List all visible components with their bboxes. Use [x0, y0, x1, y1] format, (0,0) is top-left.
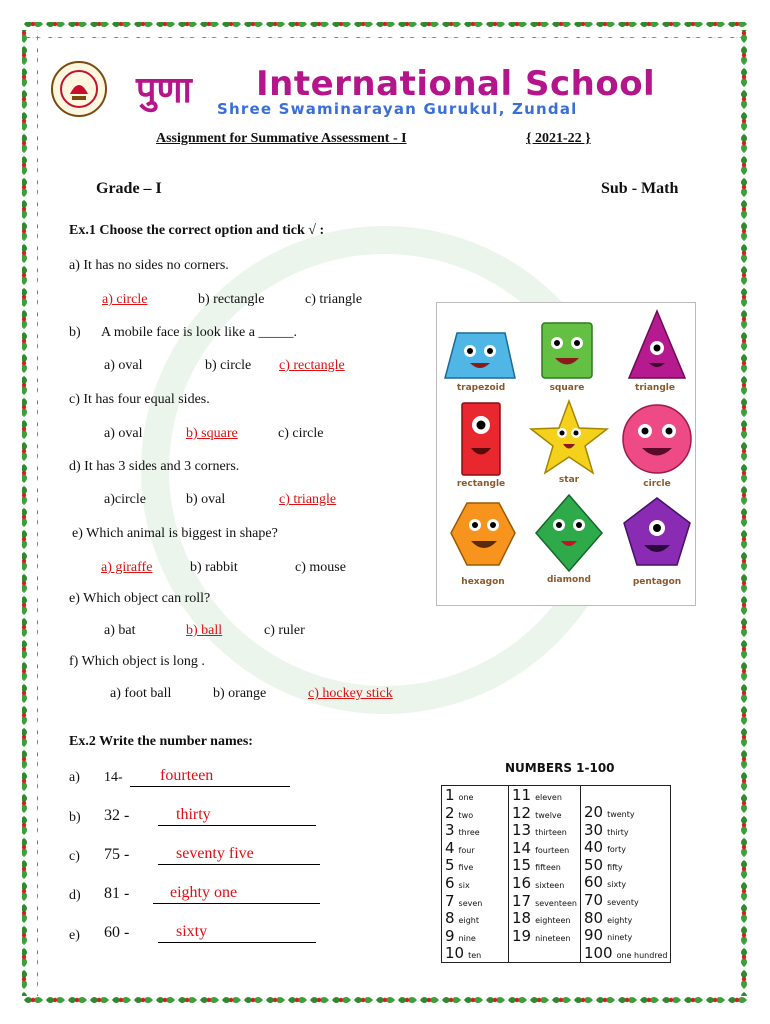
triangle-shape — [629, 311, 685, 378]
answer-b[interactable]: thirty — [176, 806, 211, 823]
number-digit: 10 — [445, 944, 465, 963]
question-f: f) Which object is long . — [69, 654, 205, 669]
question-c: c) It has four equal sides. — [69, 392, 210, 407]
number-word: sixty — [607, 880, 627, 890]
ex2-number-c: 75 - — [104, 846, 130, 863]
number-entry — [584, 909, 667, 927]
ex2-label-b: b) — [69, 810, 81, 825]
number-word: five — [458, 863, 474, 873]
number-word: ninety — [607, 933, 633, 943]
shape-label-circle: circle — [643, 479, 671, 489]
number-word: fifteen — [535, 863, 561, 873]
number-word: twelve — [535, 810, 562, 820]
number-entry — [512, 786, 577, 804]
ex2-label-a: a) — [69, 770, 80, 785]
option-a-1[interactable]: a) circle — [102, 292, 148, 307]
number-digit: 40 — [583, 838, 604, 857]
option-f-2[interactable]: b) orange — [213, 686, 267, 701]
number-digit: 14 — [512, 838, 532, 857]
question-e: e) Which animal is biggest in shape? — [72, 526, 278, 541]
number-digit: 100 — [583, 943, 613, 962]
number-entry — [445, 892, 505, 910]
number-word: fifty — [607, 862, 623, 872]
option-f-3[interactable]: c) hockey stick — [308, 686, 393, 701]
option-a-2[interactable]: b) rectangle — [198, 292, 265, 307]
number-digit: 9 — [445, 926, 455, 945]
number-entry — [445, 821, 505, 839]
number-word: thirteen — [535, 828, 567, 838]
numbers-column-tens — [580, 786, 670, 963]
number-entry — [584, 926, 667, 944]
question-b: A mobile face is look like a _____. — [101, 325, 297, 340]
number-word: ten — [468, 951, 482, 961]
option-d-3[interactable]: c) triangle — [279, 492, 337, 507]
assignment-title: Assignment for Summative Assessment - I — [156, 131, 407, 146]
option-c-1[interactable]: a) oval — [104, 426, 143, 441]
shape-label-star: star — [558, 475, 580, 485]
number-entry — [512, 909, 577, 927]
square-shape — [542, 323, 592, 378]
trapezoid-shape — [445, 333, 515, 378]
option-e-2[interactable]: b) rabbit — [190, 560, 238, 575]
shape-label-hexagon: hexagon — [461, 577, 505, 587]
number-entry — [512, 927, 577, 945]
answer-d[interactable]: eighty one — [170, 884, 238, 901]
number-word: nineteen — [535, 933, 571, 943]
number-word: two — [458, 810, 474, 820]
school-name-hindi: पुणा — [136, 70, 192, 111]
number-entry — [445, 839, 505, 857]
number-digit: 18 — [512, 909, 532, 928]
number-word: seven — [458, 898, 483, 908]
number-word: twenty — [607, 810, 635, 819]
ex2-number-b: 32 - — [104, 807, 130, 824]
number-digit: 7 — [445, 891, 455, 910]
option-e-1[interactable]: a) giraffe — [101, 560, 153, 575]
number-digit: 19 — [512, 926, 532, 945]
ex2-label-c: c) — [69, 849, 80, 864]
school-subtitle: Shree Swaminarayan Gurukul, Zundal — [217, 100, 578, 118]
question-e2: e) Which object can roll? — [69, 591, 211, 606]
number-entry — [512, 892, 577, 910]
answer-a[interactable]: fourteen — [160, 767, 214, 784]
shape-label-pentagon: pentagon — [632, 577, 682, 587]
number-digit: 50 — [583, 855, 604, 874]
number-entry — [445, 909, 505, 927]
option-d-1[interactable]: a)circle — [104, 492, 146, 507]
number-entry — [445, 804, 505, 822]
number-word: forty — [607, 845, 626, 855]
number-digit: 12 — [512, 803, 532, 822]
number-word: nine — [458, 933, 476, 943]
number-digit: 90 — [583, 926, 604, 945]
answer-line-e — [158, 942, 316, 943]
answer-line-a — [130, 786, 290, 787]
number-digit: 13 — [512, 821, 532, 840]
number-digit: 60 — [583, 873, 604, 892]
number-digit: 15 — [512, 856, 532, 875]
numbers-column-1-10 — [442, 786, 509, 963]
number-digit: 1 — [445, 786, 455, 804]
option-e2-2[interactable]: b) ball — [186, 623, 223, 638]
number-entry — [512, 839, 577, 857]
number-word: four — [458, 845, 475, 855]
question-a: a) It has no sides no corners. — [69, 258, 229, 273]
option-a-3[interactable]: c) triangle — [305, 292, 363, 307]
number-entry — [584, 803, 667, 821]
shape-label-triangle: triangle — [635, 383, 675, 393]
answer-e[interactable]: sixty — [176, 923, 208, 940]
number-entry — [584, 944, 667, 962]
ex1-heading: Ex.1 Choose the correct option and tick √ : — [69, 223, 325, 238]
option-c-2[interactable]: b) square — [186, 426, 238, 441]
ex2-number-a: 14- — [104, 770, 123, 785]
number-word: sixteen — [535, 880, 565, 890]
star-shape — [531, 401, 607, 473]
shape-label-trapezoid: trapezoid — [456, 383, 506, 393]
number-word: three — [458, 828, 480, 838]
number-entry — [445, 944, 505, 962]
ex2-number-d: 81 - — [104, 885, 130, 902]
number-word: eleven — [535, 793, 562, 802]
option-b-1[interactable]: a) oval — [104, 358, 143, 373]
number-digit: 3 — [445, 821, 455, 840]
diamond-shape — [536, 495, 602, 571]
number-word: fourteen — [535, 845, 570, 855]
number-entry — [445, 786, 505, 804]
numbers-chart-title: NUMBERS 1-100 — [505, 761, 615, 775]
shape-label-diamond: diamond — [546, 575, 591, 585]
academic-year: { 2021-22 } — [526, 131, 591, 146]
number-word: seventeen — [535, 898, 577, 908]
number-word: eight — [458, 916, 479, 926]
number-entry — [512, 804, 577, 822]
ex2-number-e: 60 - — [104, 924, 130, 941]
number-word: one hundred — [616, 950, 668, 960]
number-entry — [512, 821, 577, 839]
subject-label: Sub - Math — [601, 180, 679, 197]
option-e2-3[interactable]: c) ruler — [264, 623, 305, 638]
grade-label: Grade – I — [96, 180, 162, 197]
pentagon-shape — [624, 498, 690, 565]
question-d: d) It has 3 sides and 3 corners. — [69, 459, 240, 474]
circle-shape — [623, 405, 691, 473]
ex2-heading: Ex.2 Write the number names: — [69, 734, 253, 749]
number-word: eighteen — [535, 916, 571, 926]
number-word: one — [458, 793, 474, 802]
option-e-3[interactable]: c) mouse — [295, 560, 346, 575]
number-digit: 6 — [445, 873, 455, 892]
number-digit: 4 — [445, 838, 455, 857]
number-entry — [512, 874, 577, 892]
hexagon-shape — [451, 503, 515, 565]
ex2-label-d: d) — [69, 888, 81, 903]
option-c-3[interactable]: c) circle — [278, 426, 324, 441]
number-entry — [584, 838, 667, 856]
shapes-illustration — [437, 303, 695, 605]
option-d-2[interactable]: b) oval — [186, 492, 226, 507]
number-entry — [584, 873, 667, 891]
number-digit: 2 — [445, 803, 455, 822]
number-entry — [584, 856, 667, 874]
number-digit: 17 — [512, 891, 532, 910]
number-entry — [445, 927, 505, 945]
number-digit: 11 — [512, 786, 532, 804]
rectangle-shape — [462, 403, 500, 475]
option-f-1[interactable]: a) foot ball — [110, 686, 172, 701]
numbers-chart-table — [441, 785, 671, 963]
option-e2-1[interactable]: a) bat — [104, 623, 136, 638]
shape-label-square: square — [549, 383, 585, 393]
answer-line-c — [158, 864, 320, 865]
numbers-column-11-19 — [509, 786, 581, 963]
number-digit: 80 — [583, 908, 604, 927]
number-digit: 5 — [445, 856, 455, 875]
number-entry — [445, 874, 505, 892]
shape-label-rectangle: rectangle — [456, 479, 506, 489]
number-entry — [584, 821, 667, 839]
number-digit: 70 — [583, 890, 604, 909]
school-name: International School — [256, 64, 656, 104]
answer-line-b — [158, 825, 316, 826]
shapes-chart — [436, 302, 696, 606]
number-digit: 20 — [583, 803, 604, 821]
answer-c[interactable]: seventy five — [176, 845, 254, 862]
answer-line-d — [153, 903, 320, 904]
ex2-label-e: e) — [69, 928, 80, 943]
number-digit: 30 — [583, 820, 604, 839]
number-word: six — [458, 880, 470, 890]
number-digit: 8 — [445, 909, 455, 928]
number-word: eighty — [607, 915, 633, 925]
school-logo — [50, 60, 108, 118]
number-digit: 16 — [512, 873, 532, 892]
option-b-2[interactable]: b) circle — [205, 358, 252, 373]
number-entry — [445, 856, 505, 874]
number-word: seventy — [607, 897, 639, 907]
question-b-label: b) — [69, 325, 81, 340]
number-entry — [512, 856, 577, 874]
number-word: thirty — [607, 827, 629, 837]
number-entry — [584, 891, 667, 909]
option-b-3[interactable]: c) rectangle — [279, 358, 345, 373]
